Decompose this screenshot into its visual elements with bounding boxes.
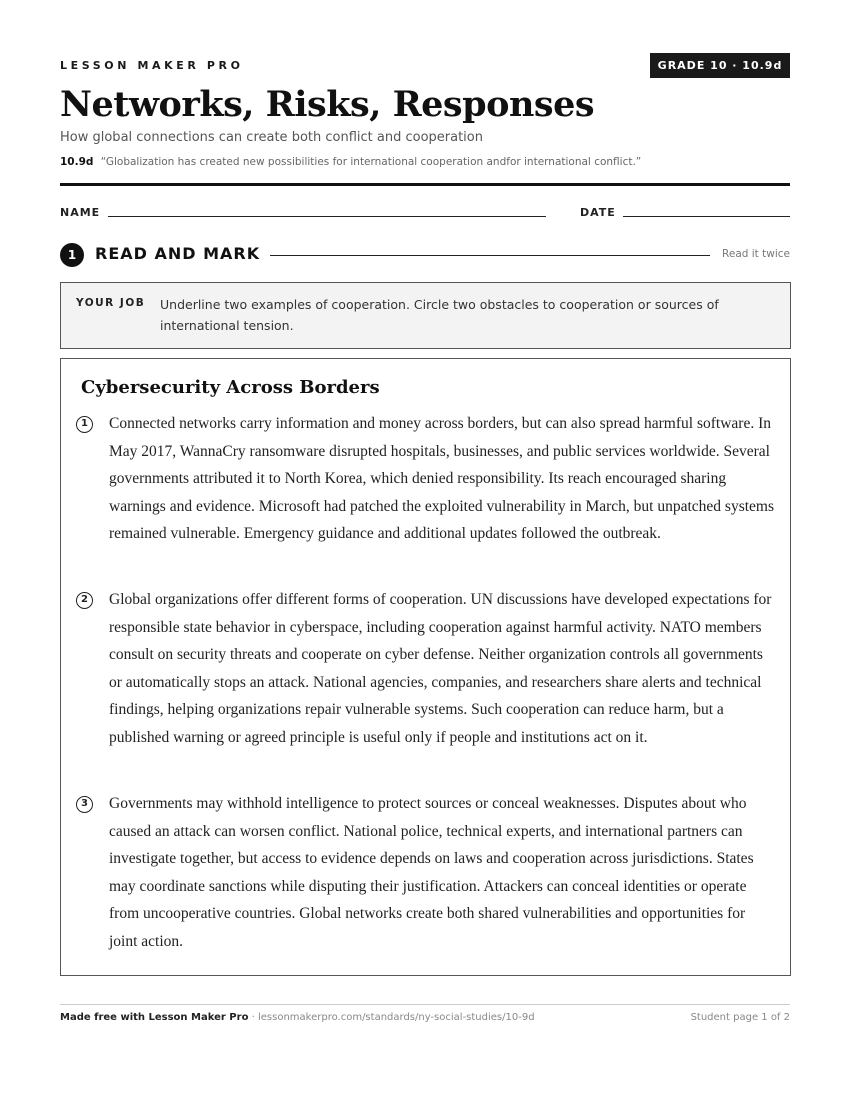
standard-code: 10.9d [60, 156, 94, 168]
job-label: YOUR JOB [76, 297, 146, 309]
job-instructions-box [60, 282, 791, 349]
brand-name: LESSON MAKER PRO [60, 59, 244, 72]
date-label: DATE [580, 206, 616, 219]
paragraph-number: 3 [76, 796, 93, 813]
paragraph-text: Global organizations offer different forms of cooperation. UN discussions have developed expectations for responsible state behavior in cyberspace, including cooperation against harmful activity. NATO members consult on security threats and cooperate on cyber defense. Neither organization controls all governments or automatically stops an attack. National agencies, companies, and researchers share alerts and technical findings, helping organizations repair vulnerable systems. Such cooperation can reduce harm, but a published warning or agreed principle is useful only if people and institutions act on it. [109, 591, 772, 746]
footer-page-number: Student page 1 of 2 [690, 1012, 790, 1023]
name-label: NAME [60, 206, 101, 219]
reading-title: Cybersecurity Across Borders [81, 377, 380, 398]
section-title: READ AND MARK [95, 244, 261, 263]
footer-made-with: Made free with Lesson Maker Pro [60, 1012, 249, 1023]
standard-quote: “Globalization has created new possibilities for international cooperation andfor international conflict.” [100, 156, 642, 168]
footer-credit [60, 1012, 535, 1023]
standard-line [60, 156, 641, 168]
paragraph-number: 2 [76, 592, 93, 609]
section-number-badge: 1 [60, 243, 84, 267]
footer-url[interactable]: · lessonmakerpro.com/standards/ny-social-studies/10-9d [248, 1012, 535, 1023]
reading-passage [60, 358, 791, 976]
paragraph-text: Connected networks carry information and money across borders, but can also spread harmful software. In May 2017, WannaCry ransomware disrupted hospitals, businesses, and public services worldwide. Several governments attributed it to North Korea, which denied responsibility. Its reach encouraged sharing warnings and evidence. Microsoft had patched the exploited vulnerability in March, but unpatched systems remained vulnerable. Emergency guidance and additional updates followed the outbreak. [109, 415, 775, 542]
grade-badge: GRADE 10 · 10.9d [650, 53, 790, 78]
section-divider [270, 255, 710, 256]
name-field[interactable] [108, 216, 546, 217]
page-title: Networks, Risks, Responses [60, 84, 595, 125]
section-hint: Read it twice [722, 248, 790, 260]
paragraph-number: 1 [76, 416, 93, 433]
footer-divider [60, 1004, 790, 1005]
paragraph-text: Governments may withhold intelligence to protect sources or conceal weaknesses. Disputes about who caused an attack can worsen conflict. National police, technical experts, and international partners can investigate together, but access to evidence depends on laws and cooperation across jurisdictions. States may coordinate sanctions while disputing their justification. Attackers can conceal identities or operate from uncooperative countries. Global networks create both shared vulnerabilities and opportunities for joint action. [109, 795, 754, 950]
header-divider [60, 183, 790, 186]
job-text: Underline two examples of cooperation. Circle two obstacles to cooperation or sources of international tension. [160, 297, 719, 333]
date-field[interactable] [623, 216, 790, 217]
page-subtitle: How global connections can create both conflict and cooperation [60, 130, 483, 145]
